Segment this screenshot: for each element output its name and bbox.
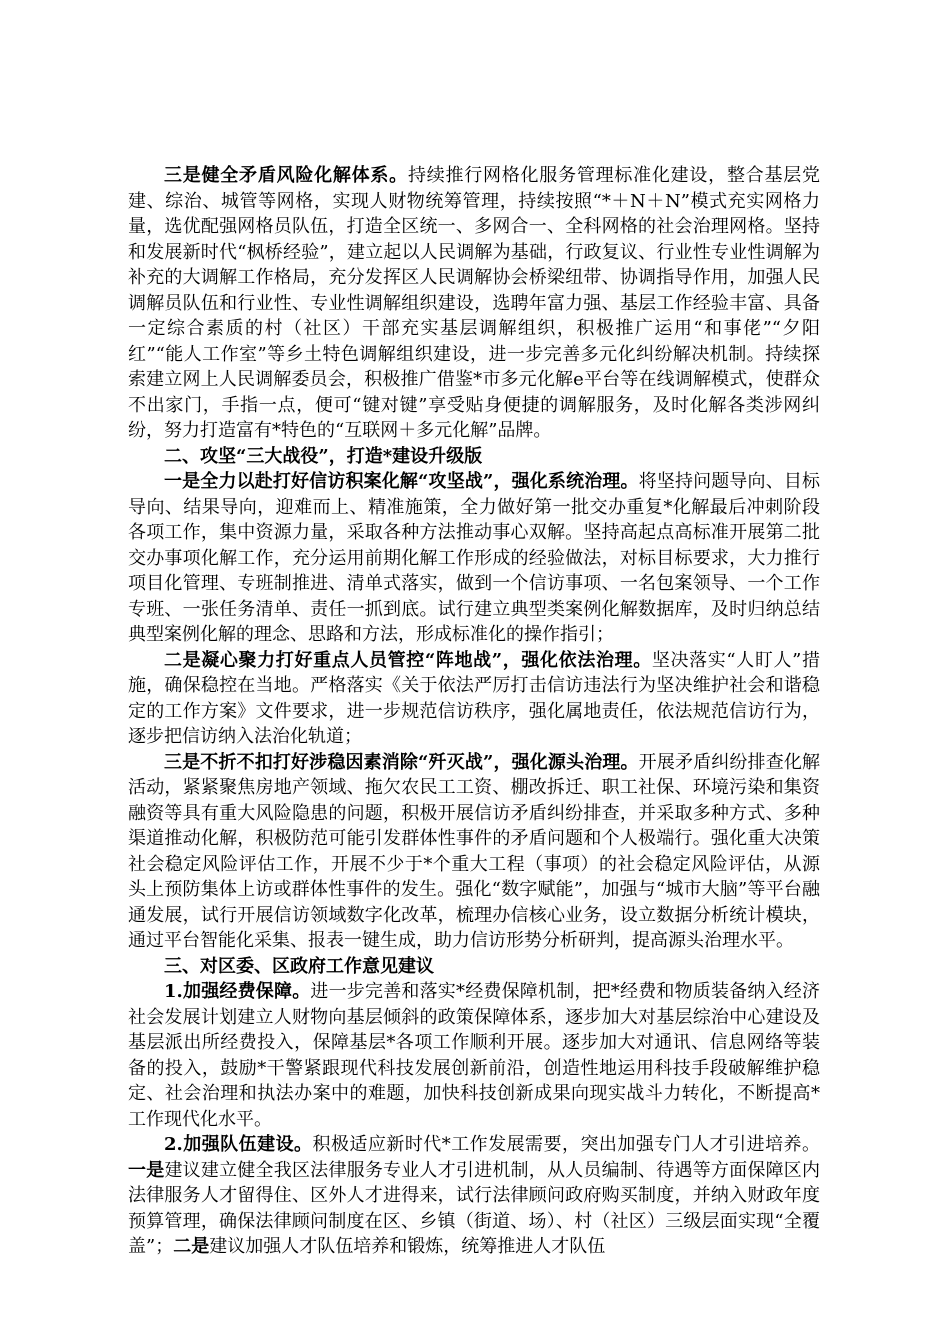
paragraph-team-building: [128, 1132, 820, 1260]
paragraph-lead: 三是不折不扣打好涉稳因素消除“歼灭战”，强化源头治理。: [164, 751, 639, 773]
list-marker: 一是: [128, 1159, 165, 1181]
paragraph-lead: 三是健全矛盾风险化解体系。: [164, 165, 408, 186]
paragraph-body: 将坚持问题导向、目标导向、结果导向，迎难而上、精准施策，全力做好第一批交办重复*化解最后冲刺阶段各项工作，集中资源力量，采取各种方法推动事心双解。坚持高起点高标准开展第二批交办事项化解工作，充分运用前期化解工作形成的经验做法，对标目标要求，大力推行项目化管理、专班制推进、清单式落实，做到一个信访事项、一名包案领导、一个工作专班、一张任务清单、责任一抓到底。试行建立典型类案例化解数据库，及时归纳总结典型案例化解的理念、思路和方法，形成标准化的操作指引；: [128, 471, 820, 645]
paragraph-body: 建议建立健全我区法律服务专业人才引进机制，从人员编制、待遇等方面保障区内法律服务人才留得住、区外人才进得来，试行法律顾问政府购买制度，并纳入财政年度预算管理，确保法律顾问制度在区、乡镇（街道、场）、村（社区）三级层面实现“全覆盖”；: [128, 1159, 821, 1257]
paragraph-body: 进一步完善和落实*经费保障机制，把*经费和物质装备纳入经济社会发展计划建立人财物向基层倾斜的政策保障体系，逐步加大对基层综治中心建设及基层派出所经费投入，保障基层*各项工作顺利开展。逐步加大对通讯、信息网络等装备的投入，鼓励*干警紧跟现代科技发展创新前沿，创造性地运用科技手段破解维护稳定、社会治理和执法办案中的难题，加快科技创新成果向现实战斗力转化，不断提高*工作现代化水平。: [128, 981, 821, 1130]
paragraph-key-personnel: [128, 648, 820, 750]
paragraph-lead: 二是凝心聚力打好重点人员管控“阵地战”，强化依法治理。: [164, 649, 652, 671]
paragraph-lead: 1.加强经费保障。: [164, 981, 311, 1002]
paragraph-body: 建议加强人才队伍培养和锻炼，统筹推进人才队伍: [209, 1236, 606, 1257]
paragraph-conflict-resolution: [128, 163, 820, 444]
paragraph-body: 积极适应新时代*工作发展需要，突出加强专门人才引进培养。: [312, 1134, 820, 1155]
paragraph-lead: 2.加强队伍建设。: [164, 1134, 313, 1155]
paragraph-body: 开展矛盾纠纷排查化解活动，紧紧聚焦房地产领域、拖欠农民工工资、棚改拆迁、职工社保、环境污染和集资融资等具有重大风险隐患的问题，积极开展信访矛盾纠纷排查，并采取多种方式、多种渠道推动化解，积极防范可能引发群体性事件的矛盾问题和个人极端行。强化重大决策社会稳定风险评估工作，开展不少于*个重大工程（事项）的社会稳定风险评估，从源头上预防集体上访或群体性事件的发生。强化“数字赋能”，加强与“城市大脑”等平台融通发展，试行开展信访领域数字化改革，梳理办信核心业务，设立数据分析统计模块，通过平台智能化采集、报表一键生成，助力信访形势分析研判，提高源头治理水平。: [128, 751, 820, 951]
paragraph-lead: 一是全力以赴打好信访积案化解“攻坚战”，强化系统治理。: [164, 471, 639, 492]
list-marker: 二是: [173, 1236, 210, 1257]
paragraph-body: 持续推行网格化服务管理标准化建设，整合基层党建、综治、城管等网格，实现人财物统筹管理，持续按照“*＋N＋N”模式充实网格力量，选优配强网格员队伍，打造全区统一、多网合一、全科网格的社会治理网格。坚持和发展新时代“枫桥经验”，建立起以人民调解为基础，行政复议、行业性专业性调解为补充的大调解工作格局，充分发挥区人民调解协会桥梁纽带、协调指导作用，加强人民调解员队伍和行业性、专业性调解组织建设，选聘年富力强、基层工作经验丰富、具备一定综合素质的村（社区）干部充实基层调解组织，积极推广运用“和事佬”“夕阳红”“能人工作室”等乡土特色调解组织建设，进一步完善多元化纠纷解决机制。持续探索建立网上人民调解委员会，积极推广借鉴*市多元化解e平台等在线调解模式，使群众不出家门，手指一点，便可“键对键”享受贴身便捷的调解服务，及时化解各类涉网纠纷，努力打造富有*特色的“互联网＋多元化解”品牌。: [128, 165, 821, 441]
section-heading-three: 三、对区委、区政府工作意见建议: [164, 955, 434, 977]
document-page: [128, 163, 820, 1260]
paragraph-funding: [128, 979, 820, 1132]
paragraph-stability-factors: [128, 750, 820, 954]
section-heading-two: 二、攻坚“三大战役”，打造*建设升级版: [164, 445, 483, 467]
paragraph-body: 坚决落实“人盯人”措施，确保稳控在当地。严格落实《关于依法严厉打击信访违法行为坚决维护社会和谐稳定的工作方案》文件要求，进一步规范信访秩序，强化属地责任，依法规范信访行为，逐步把信访纳入法治化轨道；: [128, 649, 820, 747]
paragraph-petition-backlog: [128, 469, 820, 648]
